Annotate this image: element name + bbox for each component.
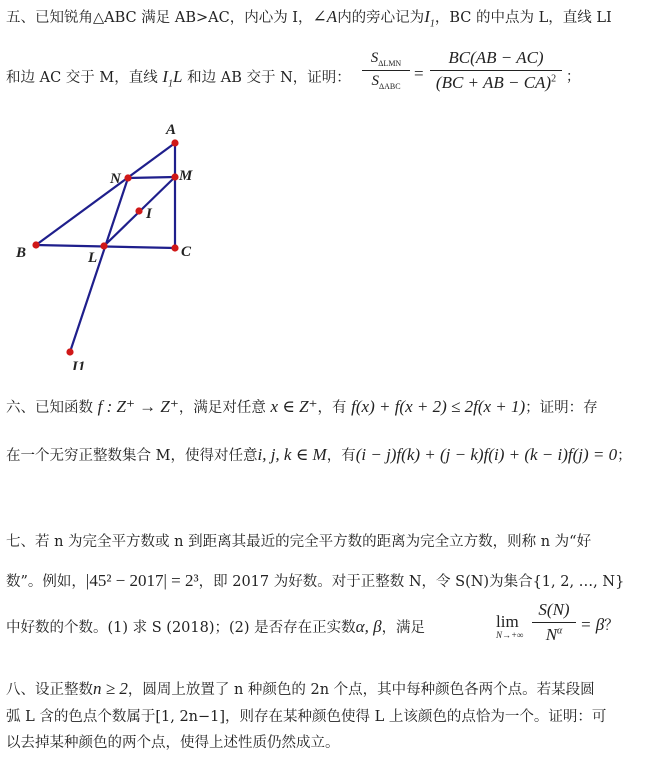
point-l xyxy=(100,242,107,249)
angle-a: ∠A xyxy=(312,7,338,26)
label-c: C xyxy=(181,244,192,260)
label-m: M xyxy=(179,168,193,184)
problem5-line1: 五、已知锐角△ABC 满足 AB>AC，内心为 I，∠A内的旁心记为$I_1$，BC 的中点为 L，直线 LI xyxy=(6,7,612,30)
problem5-line2: 和边 AC 交于 M，直线 $I_1L$ 和边 AB 交于 N，证明： xyxy=(6,67,351,90)
point-m xyxy=(171,173,178,180)
area-ratio-fraction: $S_{\Delta LMN}$ $S_{\Delta ABC}$ xyxy=(362,50,410,91)
problem8-line2: 弧 L 含的色点个数属于[1, 2n−1]，则存在某种颜色使得 L 上该颜色的点恰为一个。证明：可 xyxy=(6,709,607,725)
problem6-line1: 六、已知函数 f : Z⁺ → Z⁺，满足对任意 x ∈ Z⁺，有 f(x) + f(x + 2) ≤ 2f(x + 1)；证明：存 xyxy=(6,397,598,416)
limit-fraction: S(N) $N^\alpha$ xyxy=(532,600,576,645)
label-b: B xyxy=(16,245,27,261)
label-i: I xyxy=(146,206,152,222)
point-c xyxy=(171,244,178,251)
problem6-line2: 在一个无穷正整数集合 M，使得对任意i, j, k ∈ M，有(i − j)f(k) + (j − k)f(i) + (k − i)f(j) = 0； xyxy=(6,445,632,464)
point-i xyxy=(135,207,142,214)
problem8-line3: 以去掉某种颜色的两个点，使得上述性质仍然成立。 xyxy=(6,735,340,751)
rhs-fraction: BC(AB − AC) (BC + AB − CA)$^2$ xyxy=(430,48,562,93)
point-a xyxy=(171,139,178,146)
line-i1l: $I_1L$ xyxy=(162,67,183,90)
point-b xyxy=(32,241,39,248)
problem7-line2: 数”。例如，|45² − 2017| = 2³，即 2017 为好数。对于正整数 N，令 S(N)为集合{1, 2, …, N} xyxy=(6,571,625,590)
geometry-figure xyxy=(0,0,670,370)
point-n xyxy=(124,174,131,181)
problem8-line1: 八、设正整数n ≥ 2，圆周上放置了 n 种颜色的 2n 个点，其中每种颜色各两个点。若某段圆 xyxy=(6,679,595,698)
label-l: L xyxy=(88,250,98,266)
problem7-line3: 中好数的个数。(1) 求 S (2018)；(2) 是否存在正实数α, β，满足 xyxy=(6,617,426,636)
label-i1: I1 xyxy=(72,359,86,370)
point-i1 xyxy=(66,348,73,355)
label-n: N xyxy=(110,171,121,187)
problem7-line1: 七、若 n 为完全平方数或 n 到距离其最近的完全平方数的距离为完全立方数，则称 n 为“好 xyxy=(6,534,592,550)
limit-expression: lim N→+∞ xyxy=(496,612,524,640)
label-a: A xyxy=(166,122,177,138)
excenter-symbol: $I_1$ xyxy=(424,7,435,30)
